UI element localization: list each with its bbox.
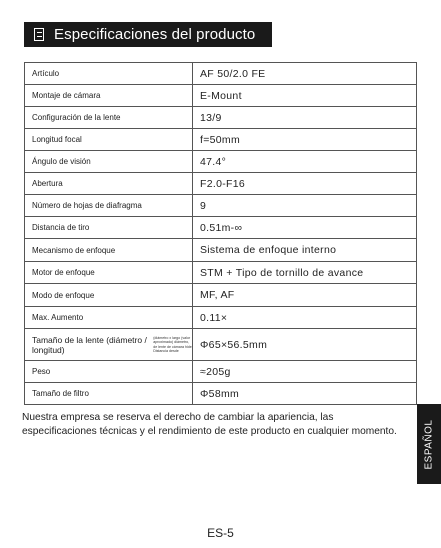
spec-row — [25, 361, 417, 383]
spec-label: Motor de enfoque — [32, 268, 95, 277]
spec-label-cell — [25, 129, 193, 151]
spec-label-cell — [25, 284, 193, 307]
spec-value: f=50mm — [193, 129, 417, 151]
spec-label-cell — [25, 239, 193, 262]
spec-label: Max. Aumento — [32, 313, 84, 322]
document-icon — [34, 28, 44, 41]
spec-label-cell — [25, 383, 193, 405]
spec-value: 9 — [193, 195, 417, 217]
spec-row — [25, 307, 417, 329]
spec-label: Abertura — [32, 179, 63, 188]
spec-row — [25, 217, 417, 239]
spec-label: Número de hojas de diafragma — [32, 201, 142, 210]
spec-label-cell — [25, 195, 193, 217]
spec-value: STM + Tipo de tornillo de avance — [193, 262, 417, 284]
spec-value: Φ65×56.5mm — [193, 329, 417, 361]
disclaimer-text: Nuestra empresa se reserva el derecho de cambiar la apariencia, las especificaciones técnicas y el rendimiento de este producto en cualquier momento. — [22, 412, 397, 437]
spec-row — [25, 129, 417, 151]
section-title-bar — [24, 22, 272, 47]
spec-label-cell — [25, 85, 193, 107]
spec-label: Artículo — [32, 69, 60, 78]
spec-row — [25, 239, 417, 262]
spec-value: Sistema de enfoque interno — [193, 239, 417, 262]
spec-row — [25, 151, 417, 173]
spec-label: Mecanismo de enfoque — [32, 245, 116, 255]
spec-row — [25, 85, 417, 107]
spec-label: Configuración de la lente — [32, 113, 121, 122]
section-title: Especificaciones del producto — [54, 26, 256, 43]
spec-label-cell — [25, 361, 193, 383]
spec-row — [25, 63, 417, 85]
spec-value: E-Mount — [193, 85, 417, 107]
spec-value: MF, AF — [193, 284, 417, 307]
spec-row — [25, 195, 417, 217]
spec-label: Tamaño de filtro — [32, 389, 89, 398]
spec-row — [25, 329, 417, 361]
spec-label-cell — [25, 329, 193, 361]
spec-label: Ángulo de visión — [32, 157, 91, 166]
spec-label-cell — [25, 307, 193, 329]
spec-label: Peso — [32, 367, 51, 376]
spec-label-cell — [25, 107, 193, 129]
language-label: ESPAÑOL — [423, 419, 435, 469]
spec-value: F2.0-F16 — [193, 173, 417, 195]
spec-row — [25, 173, 417, 195]
spec-label: Montaje de cámara — [32, 91, 101, 100]
spec-label-cell — [25, 262, 193, 284]
spec-value: 13/9 — [193, 107, 417, 129]
spec-label-cell — [25, 217, 193, 239]
spec-label-cell — [25, 63, 193, 85]
spec-value: Φ58mm — [193, 383, 417, 405]
spec-row — [25, 107, 417, 129]
spec-label: Distancia de tiro — [32, 223, 90, 232]
spec-value: 47.4° — [193, 151, 417, 173]
spec-label-cell — [25, 173, 193, 195]
spec-row — [25, 262, 417, 284]
spec-label-cell — [25, 151, 193, 173]
spec-row — [25, 284, 417, 307]
spec-value: ≈205g — [193, 361, 417, 383]
spec-label: Modo de enfoque — [32, 290, 95, 300]
language-tab — [417, 404, 441, 484]
spec-row — [25, 383, 417, 405]
spec-value: 0.11× — [193, 307, 417, 329]
spec-value: AF 50/2.0 FE — [193, 63, 417, 85]
spec-label-note: (diámetro x largo (valor aproximado) diámetro, de lente de cámara hide Distancia desde — [153, 336, 192, 353]
spec-table — [24, 62, 417, 405]
page-number: ES-5 — [207, 526, 234, 540]
spec-label: Tamaño de la lente (diámetro / longitud) — [32, 334, 147, 355]
spec-value: 0.51m-∞ — [193, 217, 417, 239]
spec-label: Longitud focal — [32, 135, 82, 144]
